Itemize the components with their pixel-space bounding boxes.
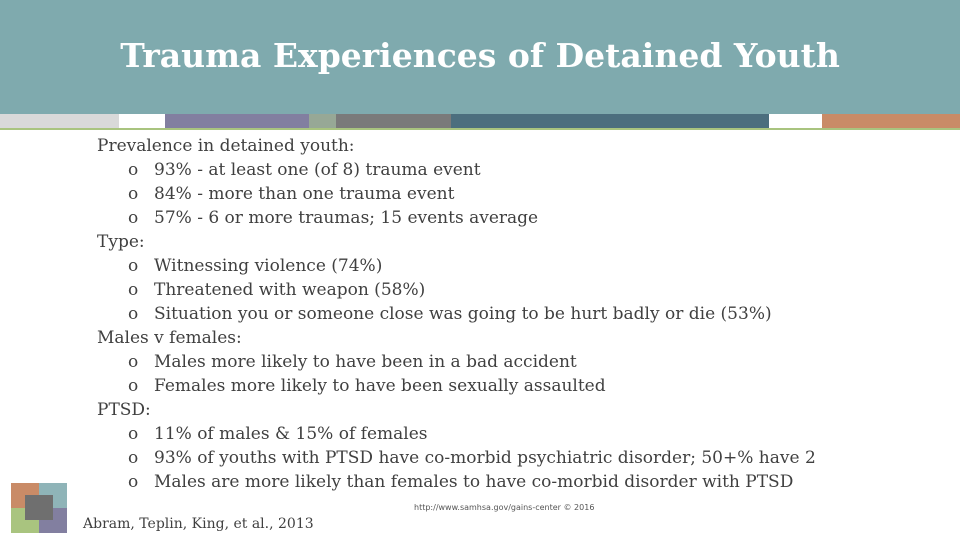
bullet-item xyxy=(128,470,897,494)
bullet-item xyxy=(128,302,897,326)
bullet-item xyxy=(128,350,897,374)
bullet-text: 57% - 6 or more traumas; 15 events average xyxy=(154,208,539,228)
section-heading: Prevalence in detained youth: xyxy=(97,136,355,156)
slide-title: Trauma Experiences of Detained Youth xyxy=(120,36,840,75)
bullet-icon: o xyxy=(128,256,139,276)
bullet-icon: o xyxy=(128,160,139,180)
bullet-item xyxy=(128,182,897,206)
stripe-segment xyxy=(336,114,451,128)
bullet-icon: o xyxy=(128,376,139,396)
bullet-item xyxy=(128,278,897,302)
bullet-text: 11% of males & 15% of females xyxy=(154,424,428,444)
bullet-text: Witnessing violence (74%) xyxy=(154,256,383,276)
bullet-item xyxy=(128,422,897,446)
stripe-segment xyxy=(0,114,119,128)
section-heading: Type: xyxy=(97,232,145,252)
slide-body xyxy=(97,134,897,494)
bullet-text: 84% - more than one trauma event xyxy=(154,184,455,204)
bullet-text: Threatened with weapon (58%) xyxy=(154,280,426,300)
footer-url: http://www.samhsa.gov/gains-center © 2016 xyxy=(414,503,595,512)
bullet-icon: o xyxy=(128,448,139,468)
bullet-text: Males are more likely than females to have co-morbid disorder with PTSD xyxy=(154,472,794,492)
section-heading: PTSD: xyxy=(97,400,151,420)
bullet-icon: o xyxy=(128,184,139,204)
bullet-item xyxy=(128,206,897,230)
bullet-icon: o xyxy=(128,424,139,444)
bullet-text: Females more likely to have been sexually assaulted xyxy=(154,376,606,396)
bullet-item xyxy=(128,254,897,278)
stripe-segment xyxy=(165,114,309,128)
stripe-segment xyxy=(769,114,822,128)
stripe-segment xyxy=(309,114,336,128)
bullet-text: 93% of youths with PTSD have co-morbid psychiatric disorder; 50+% have 2 xyxy=(154,448,816,468)
section-heading: Males v females: xyxy=(97,328,242,348)
citation: Abram, Teplin, King, et al., 2013 xyxy=(83,516,314,532)
bullet-item xyxy=(128,374,897,398)
bullet-icon: o xyxy=(128,280,139,300)
bullet-icon: o xyxy=(128,472,139,492)
bullet-text: Situation you or someone close was going to be hurt badly or die (53%) xyxy=(154,304,772,324)
bullet-text: Males more likely to have been in a bad accident xyxy=(154,352,577,372)
bullet-item xyxy=(128,446,897,470)
accent-line xyxy=(0,128,960,130)
bullet-item xyxy=(128,158,897,182)
bullet-text: 93% - at least one (of 8) trauma event xyxy=(154,160,481,180)
stripe-segment xyxy=(822,114,960,128)
bullet-icon: o xyxy=(128,304,139,324)
stripe-segment xyxy=(451,114,769,128)
logo-icon xyxy=(11,483,67,533)
bullet-icon: o xyxy=(128,208,139,228)
bullet-icon: o xyxy=(128,352,139,372)
stripe-segment xyxy=(119,114,165,128)
title-banner xyxy=(0,0,960,114)
